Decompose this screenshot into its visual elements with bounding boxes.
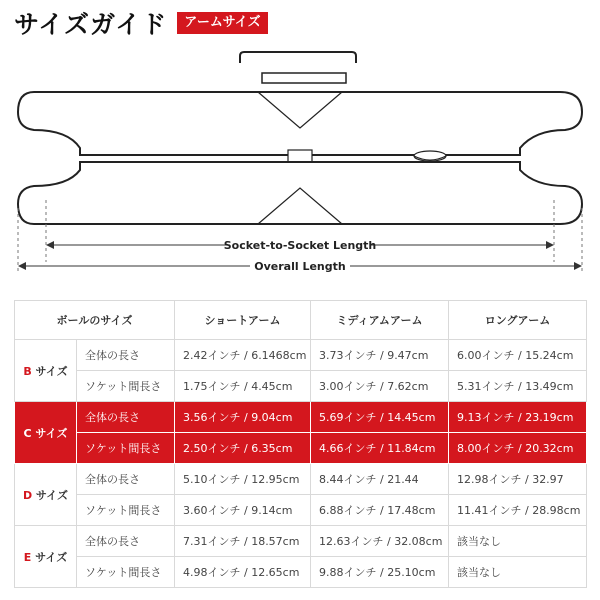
cell-value: 該当なし xyxy=(449,526,587,557)
knob-screw-icon xyxy=(414,151,446,161)
row-label: 全体の長さ xyxy=(77,340,175,371)
cell-value: 7.31インチ / 18.57cm xyxy=(175,526,311,557)
knob-neck xyxy=(262,73,346,83)
size-d: D サイズ xyxy=(15,464,77,526)
upper-arm xyxy=(18,92,582,155)
row-label: 全体の長さ xyxy=(77,464,175,495)
table-row-highlighted xyxy=(15,402,587,433)
cell-value: 3.60インチ / 9.14cm xyxy=(175,495,311,526)
col-medium-arm: ミディアムアーム xyxy=(311,301,449,340)
size-c: C サイズ xyxy=(15,402,77,464)
socket-length-label: Socket-to-Socket Length xyxy=(223,239,377,252)
arm-diagram xyxy=(0,40,600,280)
lower-arm xyxy=(18,162,582,224)
table-row xyxy=(15,495,587,526)
cell-value: 4.98インチ / 12.65cm xyxy=(175,557,311,588)
knob-top xyxy=(240,52,356,63)
row-label: ソケット間長さ xyxy=(77,557,175,588)
table-row-highlighted xyxy=(15,433,587,464)
row-label: ソケット間長さ xyxy=(77,371,175,402)
page-header xyxy=(14,6,268,40)
cell-value: 3.73インチ / 9.47cm xyxy=(311,340,449,371)
table-row xyxy=(15,464,587,495)
cell-value: 6.00インチ / 15.24cm xyxy=(449,340,587,371)
cell-value: 2.42インチ / 6.1468cm xyxy=(175,340,311,371)
row-label: 全体の長さ xyxy=(77,526,175,557)
size-e: E サイズ xyxy=(15,526,77,588)
size-table xyxy=(14,300,587,588)
cell-value: 該当なし xyxy=(449,557,587,588)
cell-value: 3.00インチ / 7.62cm xyxy=(311,371,449,402)
overall-length-label: Overall Length xyxy=(254,260,346,273)
cell-value: 9.88インチ / 25.10cm xyxy=(311,557,449,588)
row-label: 全体の長さ xyxy=(77,402,175,433)
cell-value: 3.56インチ / 9.04cm xyxy=(175,402,311,433)
cell-value: 9.13インチ / 23.19cm xyxy=(449,402,587,433)
row-label: ソケット間長さ xyxy=(77,433,175,464)
cell-value: 12.63インチ / 32.08cm xyxy=(311,526,449,557)
cell-value: 8.00インチ / 20.32cm xyxy=(449,433,587,464)
cell-value: 6.88インチ / 17.48cm xyxy=(311,495,449,526)
cell-value: 5.10インチ / 12.95cm xyxy=(175,464,311,495)
cell-value: 2.50インチ / 6.35cm xyxy=(175,433,311,464)
col-long-arm: ロングアーム xyxy=(449,301,587,340)
cell-value: 5.31インチ / 13.49cm xyxy=(449,371,587,402)
row-label: ソケット間長さ xyxy=(77,495,175,526)
table-header-row xyxy=(15,301,587,340)
cell-value: 4.66インチ / 11.84cm xyxy=(311,433,449,464)
cell-value: 1.75インチ / 4.45cm xyxy=(175,371,311,402)
cell-value: 11.41インチ / 28.98cm xyxy=(449,495,587,526)
cell-value: 5.69インチ / 14.45cm xyxy=(311,402,449,433)
table-row xyxy=(15,557,587,588)
table-row xyxy=(15,526,587,557)
col-short-arm: ショートアーム xyxy=(175,301,311,340)
cell-value: 12.98インチ / 32.97 xyxy=(449,464,587,495)
table-row xyxy=(15,371,587,402)
cell-value: 8.44インチ / 21.44 xyxy=(311,464,449,495)
col-ball-size: ボールのサイズ xyxy=(15,301,175,340)
arm-size-badge: アームサイズ xyxy=(177,12,267,34)
page-title: サイズガイド xyxy=(14,10,168,39)
table-row xyxy=(15,340,587,371)
size-b: B サイズ xyxy=(15,340,77,402)
